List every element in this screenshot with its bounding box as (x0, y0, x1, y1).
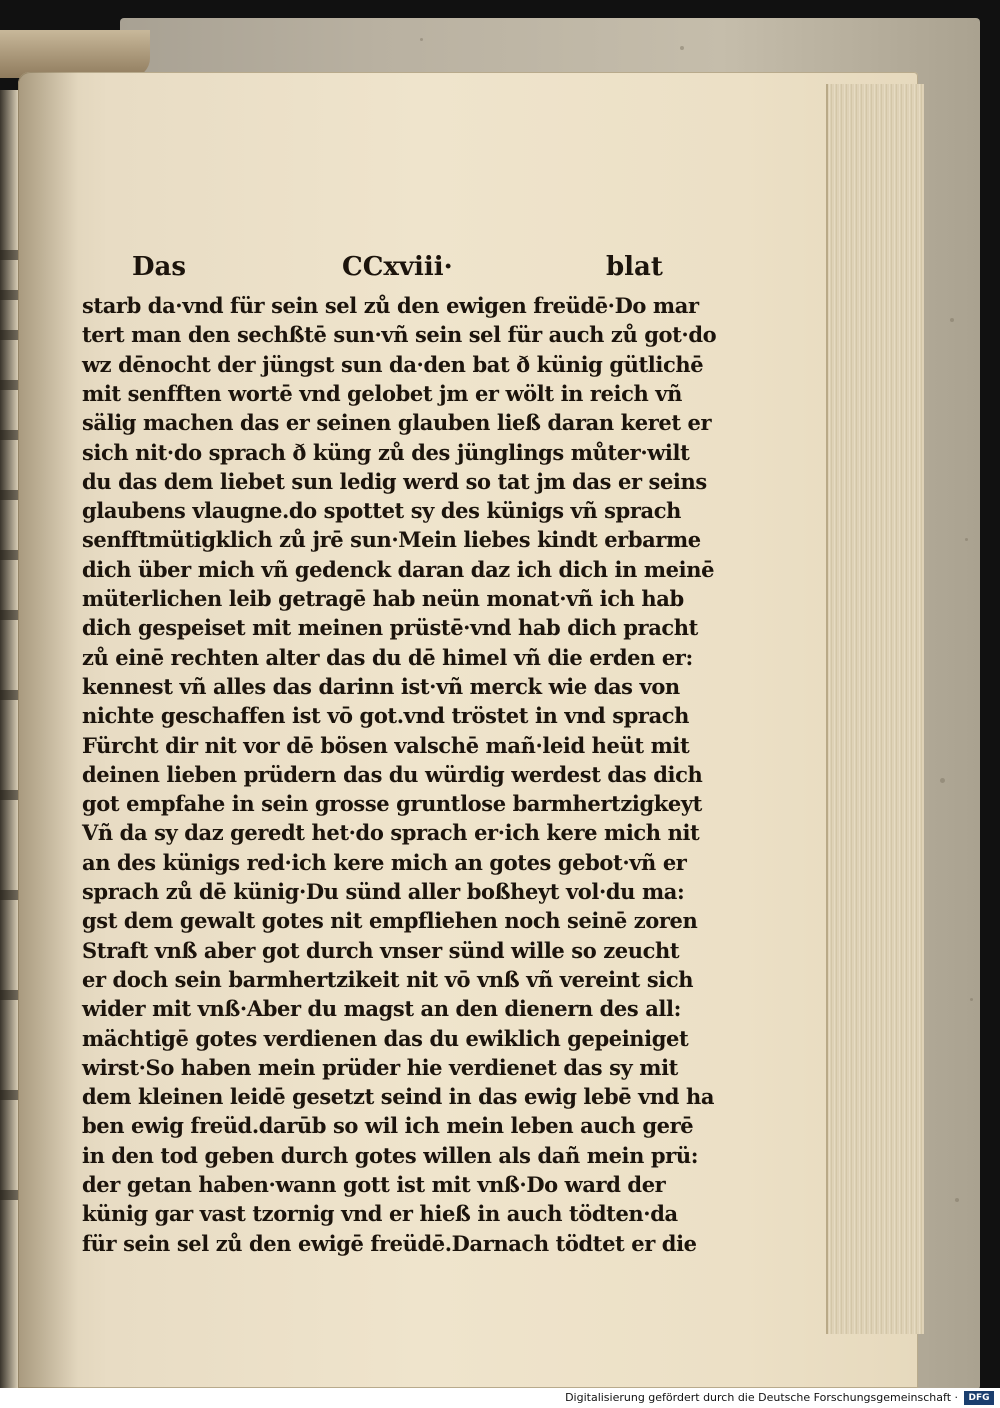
text-line: Straft vnß aber got durch vnser sünd wille so zeucht (82, 937, 680, 963)
text-line: er doch sein barmhertzikeit nit vō vnß vñ vereint sich (82, 966, 694, 992)
text-line: sich nit·do sprach ð küng zů des jünglings můter·wilt (82, 439, 690, 465)
page-fore-edge (826, 84, 924, 1334)
text-line: nichte geschaffen ist vō got.vnd tröstet in vnd sprach (82, 703, 690, 729)
book-spine-top (0, 30, 150, 78)
text-line: dich gespeiset mit meinen prüstē·vnd hab dich pracht (82, 615, 698, 641)
text-line: an des künigs red·ich kere mich an gotes gebot·vñ er (82, 849, 687, 875)
text-line: glaubens vlaugne.do spottet sy des künigs vñ sprach (82, 498, 681, 524)
text-line: wirst·So haben mein prüder hie verdienet das sy mit (82, 1054, 678, 1080)
header-right: blat (606, 252, 663, 282)
text-line: deinen lieben prüdern das du würdig werdest das dich (82, 761, 703, 787)
text-line: sprach zů dē künig·Du sünd aller boßheyt vol·du ma: (82, 879, 685, 904)
text-line: zů einē rechten alter das du dē himel vñ die erden er: (82, 644, 693, 670)
dfg-logo: DFG (964, 1391, 994, 1405)
text-line: in den tod geben durch gotes willen als dañ mein prü: (82, 1142, 699, 1168)
text-line: ben ewig freüd.darūb so wil ich mein leben auch gerē (82, 1113, 694, 1139)
text-line: mächtigē gotes verdienen das du ewiklich gepeiniget (82, 1025, 689, 1051)
text-line: Vñ da sy daz geredt het·do sprach er·ich kere mich nit (82, 820, 700, 846)
text-line: dem kleinen leidē gesetzt seind in das ewig lebē vnd ha (82, 1084, 715, 1110)
text-line: der getan haben·wann gott ist mit vnß·Do ward der (82, 1172, 666, 1197)
text-line: tert man den sechßtē sun·vñ sein sel für auch zů got·do (82, 322, 717, 348)
text-line: kennest vñ alles das darinn ist·vñ merck wie das von (82, 673, 680, 699)
running-header (132, 252, 712, 286)
text-line: Fürcht dir nit vor dē bösen valschē mañ·leid heüt mit (82, 732, 690, 758)
text-line: senfftmütigklich zů jrē sun·Mein liebes kindt erbarme (82, 527, 701, 553)
text-line: künig gar vast tzornig vnd er hieß in auch tödten·da (82, 1201, 678, 1227)
text-line: starb da·vnd für sein sel zů den ewigen freüdē·Do mar (82, 293, 699, 318)
text-line: müterlichen leib getragē hab neün monat·vñ ich hab (82, 586, 684, 611)
text-line: für sein sel zů den ewigē freüdē.Darnach tödtet er die (82, 1230, 697, 1256)
text-line: sälig machen das er seinen glauben ließ daran keret er (82, 410, 712, 436)
text-line: mit senfften wortē vnd gelobet jm er wölt in reich vñ (82, 380, 682, 406)
text-line: dich über mich vñ gedenck daran daz ich dich in meinē (82, 556, 715, 582)
text-line: gst dem gewalt gotes nit empfliehen noch seinē zoren (82, 908, 698, 934)
funding-notice: Digitalisierung gefördert durch die Deutsche Forschungsgemeinschaft · (565, 1391, 958, 1404)
header-left: Das (132, 252, 187, 282)
text-line: du das dem liebet sun ledig werd so tat jm das er seins (82, 468, 707, 494)
folio-number: CCxviii· (342, 252, 453, 282)
page-text-block (82, 252, 717, 1256)
text-line: wz dēnocht der jüngst sun da·den bat ð künig gütlichē (82, 351, 704, 377)
text-line: got empfahe in sein grosse gruntlose barmhertzigkeyt (82, 791, 702, 817)
text-line: wider mit vnß·Aber du magst an den dienern des all: (82, 996, 681, 1022)
gutter-shadow (18, 72, 78, 1388)
footer-bar (0, 1388, 1000, 1408)
